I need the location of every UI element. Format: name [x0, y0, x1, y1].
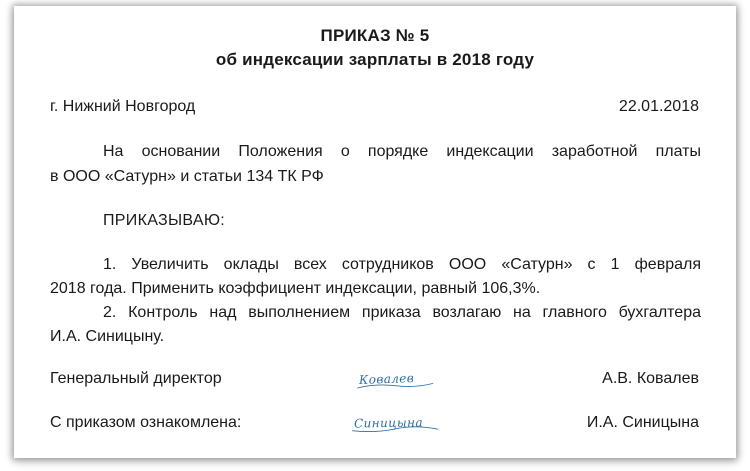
basis-line-2: в ООО «Сатурн» и статьи 134 ТК РФ	[50, 168, 324, 185]
signer-signature-text: Ковалев	[358, 371, 415, 387]
basis-line-1: На основании Положения о порядке индексации заработной платы	[103, 143, 701, 160]
order-subtitle: об индексации зарплаты в 2018 году	[215, 50, 535, 69]
acquainted-signature	[354, 415, 423, 430]
signature-flourish-icon	[350, 425, 440, 435]
signer-name: А.В. Ковалев	[602, 370, 699, 387]
order-document	[14, 6, 736, 458]
item-1-line-2: 2018 года. Применить коэффициент индексации, равный 106,3%.	[50, 280, 541, 297]
item-2-line-1: 2. Контроль над выполнением приказа возлагаю на главного бухгалтера	[103, 304, 701, 321]
item-2-line-2: И.А. Синицыну.	[50, 328, 165, 345]
acquainted-signature-text: Синицына	[353, 415, 424, 431]
order-title: ПРИКАЗ № 5	[320, 26, 430, 45]
city-label: г. Нижний Новгород	[50, 98, 196, 115]
order-date: 22.01.2018	[618, 98, 699, 115]
signature-flourish-icon	[355, 380, 435, 391]
item-1-line-1: 1. Увеличить оклады всех сотрудников ООО «Сатурн» с 1 февраля	[103, 256, 701, 273]
signer-role: Генеральный директор	[50, 370, 222, 387]
acquainted-role: С приказом ознакомлена:	[50, 414, 242, 431]
acquainted-name: И.А. Синицына	[586, 414, 699, 431]
order-word: ПРИКАЗЫВАЮ:	[103, 212, 226, 229]
signer-signature	[359, 371, 415, 387]
